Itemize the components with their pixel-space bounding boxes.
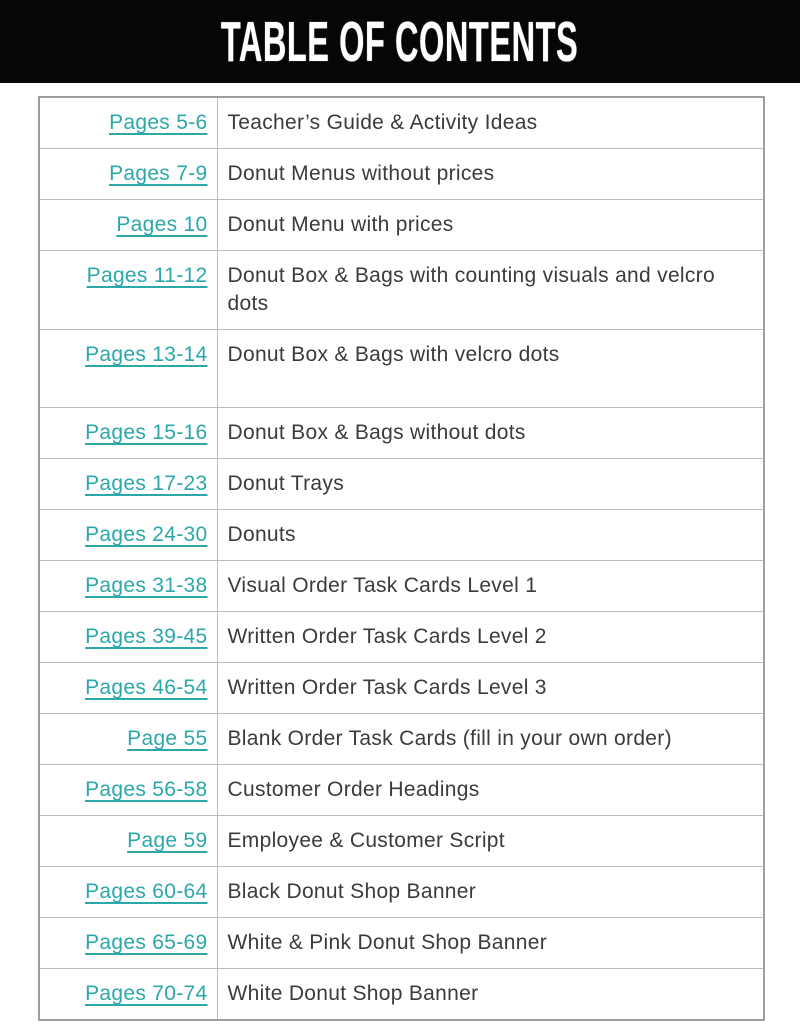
toc-pages-cell bbox=[39, 918, 217, 969]
toc-pages-cell bbox=[39, 714, 217, 765]
page-link[interactable]: Pages 11-12 bbox=[86, 264, 208, 287]
toc-row bbox=[39, 612, 764, 663]
toc-pages-cell bbox=[39, 765, 217, 816]
page-link[interactable]: Pages 56-58 bbox=[85, 778, 208, 801]
toc-row bbox=[39, 714, 764, 765]
page-link[interactable]: Pages 7-9 bbox=[109, 162, 208, 185]
page-link[interactable]: Pages 13-14 bbox=[85, 343, 208, 366]
toc-description: Employee & Customer Script bbox=[217, 816, 764, 867]
page-link[interactable]: Pages 46-54 bbox=[85, 676, 208, 699]
page-link[interactable]: Pages 24-30 bbox=[85, 523, 208, 546]
toc-description: Donut Menu with prices bbox=[217, 200, 764, 251]
toc-row bbox=[39, 408, 764, 459]
toc-pages-cell bbox=[39, 149, 217, 200]
page-link[interactable]: Pages 17-23 bbox=[85, 472, 208, 495]
toc-pages-cell bbox=[39, 816, 217, 867]
toc-pages-cell bbox=[39, 663, 217, 714]
toc-description: Donut Box & Bags with counting visuals and velcro dots bbox=[217, 251, 764, 330]
toc-row bbox=[39, 816, 764, 867]
toc-description: White & Pink Donut Shop Banner bbox=[217, 918, 764, 969]
toc-pages-cell bbox=[39, 459, 217, 510]
toc-description: Donut Menus without prices bbox=[217, 149, 764, 200]
toc-row bbox=[39, 969, 764, 1021]
page-title: TABLE OF CONTENTS bbox=[221, 9, 579, 74]
toc-row bbox=[39, 97, 764, 149]
toc-pages-cell bbox=[39, 969, 217, 1021]
toc-pages-cell bbox=[39, 251, 217, 330]
toc-row bbox=[39, 561, 764, 612]
toc-pages-cell bbox=[39, 612, 217, 663]
toc-container bbox=[38, 96, 765, 1021]
toc-description: Donuts bbox=[217, 510, 764, 561]
toc-description: Written Order Task Cards Level 2 bbox=[217, 612, 764, 663]
toc-pages-cell bbox=[39, 200, 217, 251]
page-link[interactable]: Pages 65-69 bbox=[85, 931, 208, 954]
toc-description: Black Donut Shop Banner bbox=[217, 867, 764, 918]
toc-row bbox=[39, 765, 764, 816]
toc-pages-cell bbox=[39, 408, 217, 459]
toc-pages-cell bbox=[39, 561, 217, 612]
toc-row bbox=[39, 200, 764, 251]
toc-row bbox=[39, 149, 764, 200]
page-link[interactable]: Pages 5-6 bbox=[109, 111, 208, 134]
page-link[interactable]: Pages 15-16 bbox=[85, 421, 208, 444]
toc-pages-cell bbox=[39, 330, 217, 408]
toc-pages-cell bbox=[39, 867, 217, 918]
toc-row bbox=[39, 510, 764, 561]
toc-body bbox=[39, 97, 764, 1020]
toc-description: Donut Box & Bags with velcro dots bbox=[217, 330, 764, 408]
toc-row bbox=[39, 459, 764, 510]
toc-table bbox=[38, 96, 765, 1021]
toc-description: Visual Order Task Cards Level 1 bbox=[217, 561, 764, 612]
title-banner bbox=[0, 0, 800, 83]
page-link[interactable]: Pages 31-38 bbox=[85, 574, 208, 597]
toc-pages-cell bbox=[39, 97, 217, 149]
toc-description: Written Order Task Cards Level 3 bbox=[217, 663, 764, 714]
toc-description: White Donut Shop Banner bbox=[217, 969, 764, 1021]
page-link[interactable]: Pages 60-64 bbox=[85, 880, 208, 903]
toc-description: Blank Order Task Cards (fill in your own order) bbox=[217, 714, 764, 765]
toc-row bbox=[39, 867, 764, 918]
page-link[interactable]: Page 59 bbox=[127, 829, 208, 852]
toc-row bbox=[39, 918, 764, 969]
toc-row bbox=[39, 330, 764, 408]
toc-row bbox=[39, 251, 764, 330]
toc-description: Donut Box & Bags without dots bbox=[217, 408, 764, 459]
toc-description: Customer Order Headings bbox=[217, 765, 764, 816]
page-link[interactable]: Page 55 bbox=[127, 727, 208, 750]
page-link[interactable]: Pages 10 bbox=[116, 213, 208, 236]
toc-pages-cell bbox=[39, 510, 217, 561]
page-link[interactable]: Pages 39-45 bbox=[85, 625, 208, 648]
page-link[interactable]: Pages 70-74 bbox=[85, 982, 208, 1005]
toc-description: Donut Trays bbox=[217, 459, 764, 510]
toc-description: Teacher’s Guide & Activity Ideas bbox=[217, 97, 764, 149]
toc-row bbox=[39, 663, 764, 714]
